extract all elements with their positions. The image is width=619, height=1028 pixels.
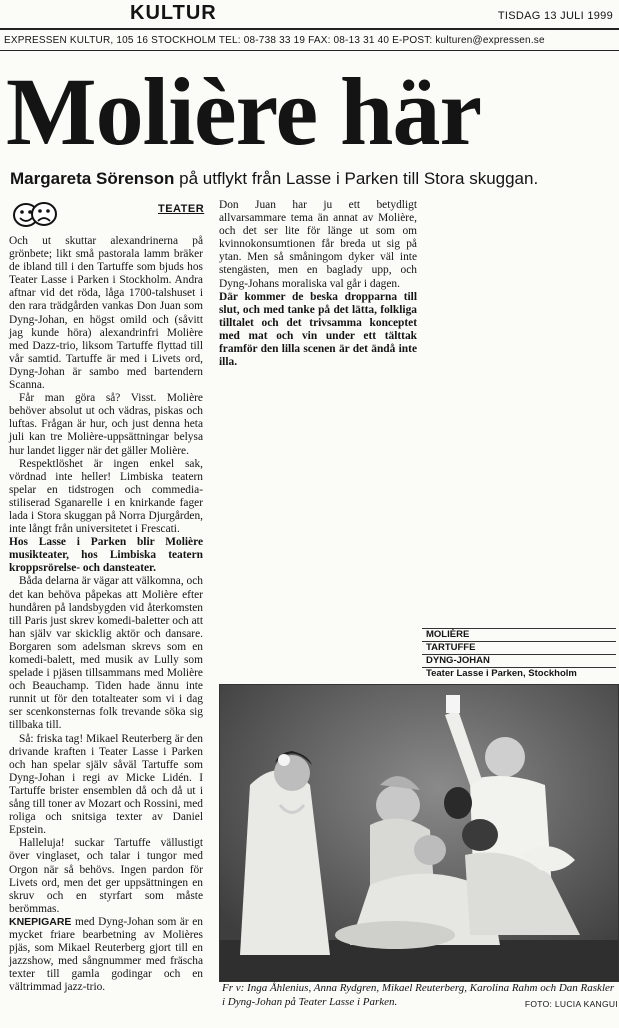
stage-photo-image [220, 685, 618, 981]
paragraph: Don Juan har ju ett betydligt allvarsammare tema än annat av Molière, och det ser lite för länge ut som om kvinnokonsumtionen får breda ut sig på ytan. Men så småningom dyker väl inte stengästen, men en bagladу upp, och Dyng-Johans moraliska val går i dagen. [219, 199, 417, 290]
paragraph: Får man göra så? Visst. Molière behöver absolut ut och vädras, piskas och luftas. Frågan är hur, och just denna heta juli kan tre Molière-uppsättningar belysa hur landet ligger när det gäller Molière. [9, 392, 203, 457]
paragraph: Båda delarna är vägar att välkomna, och det kan behöva påpekas att Molière efter hundåren på landsbygden vid återkomsten till Paris just skrev komedi-baletter och att han själv var skicklig aktör och dansare. Borgaren som adelsman skrevs som en komedi-balett, med musik av Lully som spelade i pjäsen tillsammans med Molière och Beauchamp. Tiden hade ännu inte runnit ut för den totalteater som vi i dag ser scenkonsternas folk trevande söka sig tillbaka till. [9, 575, 203, 732]
paragraph [9, 916, 203, 995]
paragraph: Halleluja! suckar Tartuffe vällustigt över vinglaset, och talar i tungor med Orgon när så behövs. Ingen pardon för Livets ord, men det ger uppsättningen en skruv och en styrfart som måste berömmas. [9, 837, 203, 915]
stage-photo [219, 684, 619, 982]
issue-date: TISDAG 13 JULI 1999 [497, 10, 613, 22]
body-column-2 [219, 199, 417, 369]
photo-caption [222, 982, 618, 1011]
contact-line: EXPRESSEN KULTUR, 105 16 STOCKHOLM TEL: 08-738 33 19 FAX: 08-13 31 40 E-POST: kulturen@expressen.se [4, 35, 545, 46]
photo-credit: FOTO: LUCIA KANGUI [524, 998, 618, 1009]
fact-title: MOLIÈRE [422, 628, 616, 641]
pull-quote: Där kommer de beska dropparna till slut, och med tanke på det lätta, folkliga tilltalet och det trivsamma konceptet med mat och vin under ett tälttak framför den lilla scenen är det ändå inte illa. [219, 290, 417, 369]
deck [10, 168, 618, 190]
fact-venue: Teater Lasse i Parken, Stockholm [422, 667, 616, 680]
body-column-1 [9, 235, 203, 994]
theater-masks-icon [12, 200, 58, 230]
paragraph: Och ut skuttar alexandrinerna på grönbete; likt små pastorala lamm bräker de ibland till i den Tartuffe som bjuds hos Teater Lasse i Parken i Stockholm. Andra aftnar vid det röda, låga 1700-talshuset i den rara trädgården vankas Don Juan som Dyng-Johan, en högst omild och (såvitt jag kunde höra) alexandrinfri Molière med Dazz-trio, liksom Tartuffe flyttad till vår samtid. Tartuffe är med i Livets ord, Dyng-Johan är sambo med bartendern Scanna. [9, 235, 203, 392]
fact-box [422, 628, 616, 680]
headline: Molière här [6, 58, 482, 165]
section-kicker: TEATER [158, 203, 205, 215]
paragraph: Respektlöshet är ingen enkel sak, vördnad inte heller! Limbiska teatern spelar en tidstrogen och commedia-stiliserad Sganarelle i en knirkande fager lada i Stora skuggan på Norra Djurgården, inte långt från universitetet i Frescati. [9, 457, 203, 536]
fact-title: TARTUFFE [422, 641, 616, 654]
paragraph-text: med Dyng-Johan som är en mycket friare bearbetning av Molières pjäs, som Mikael Reuterberg gjort till en jazzshow, med sångnummer med fräscha texter till gamla godingar och en vältrimmad jazz-trio. [9, 915, 203, 994]
pull-quote: Hos Lasse i Parken blir Molière musikteater, hos Limbiska teatern kroppsrörelse- och dansteater. [9, 536, 203, 575]
run-in-lead: KNEPIGARE [9, 915, 72, 928]
paragraph: Så: friska tag! Mikael Reuterberg är den drivande kraften i Teater Lasse i Parken och han spelar själv såväl Tartuffe som Dyng-Johan i regi av Micke Lidén. I Tartuffe brister ensemblen då och då ut i sång till toner av Mozart och Rossini, med roliga och snitsiga texter av Daniel Epstein. [9, 732, 203, 837]
caption-text: Fr v: Inga Åhlenius, Anna Rydgren, Mikael Reuterberg, Karolina Rahm och Dan Raskler i Dyng-Johan på Teater Lasse i Parken. [222, 982, 615, 1008]
contact-rule [0, 50, 619, 51]
author-name: Margareta Sörenson [10, 169, 175, 188]
section-name: KULTUR [130, 2, 217, 24]
top-rule [0, 28, 619, 30]
deck-text: på utflykt från Lasse i Parken till Stora skuggan. [174, 169, 539, 188]
fact-title: DYNG-JOHAN [422, 654, 616, 667]
